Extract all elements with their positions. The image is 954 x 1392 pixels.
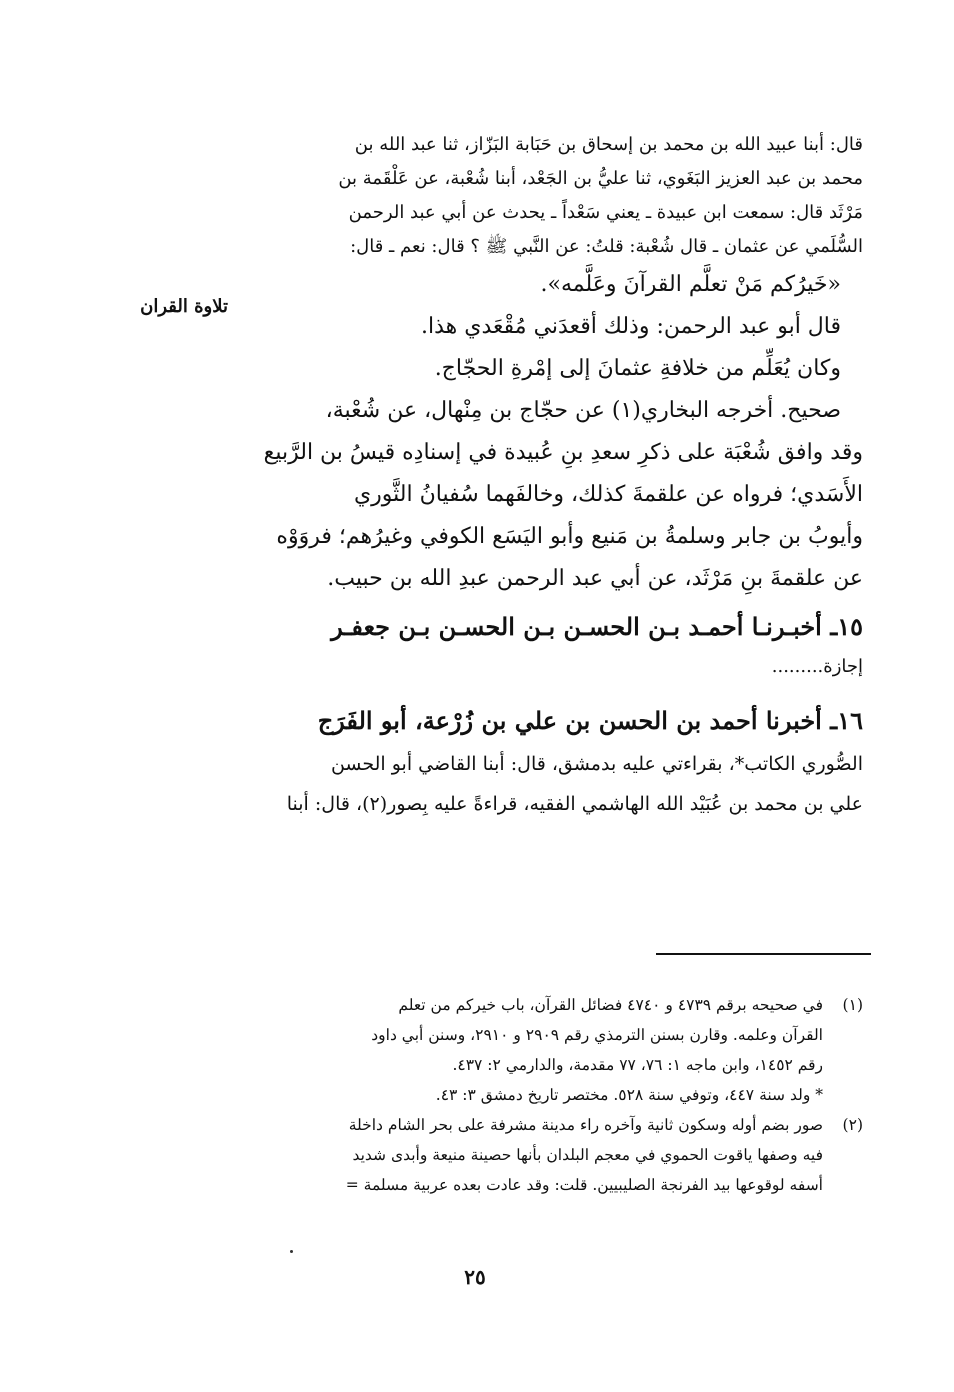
stray-mark (290, 1250, 293, 1253)
footnote-text: صور بضم أوله وسكون ثانية وآخره راء مدينة مشرفة على بحر الشام داخلة (348, 1116, 823, 1134)
body-line: السُّلَمي عن عثمان ـ قال شُعْبة: قلتُ: عن النَّبي ﷺ ؟ قال: نعم ـ قال: (350, 236, 863, 257)
body-line: محمد بن عبد العزيز البَغَوي، ثنا عليُّ بن الجَعْد، أبنا شُعْبة، عن عَلْقَمة بن (338, 168, 863, 189)
footnote-separator (656, 953, 871, 955)
body-line: وكان يُعَلِّم من خلافةِ عثمانَ إلى إمْرةِ الحجّاج. (434, 356, 841, 381)
footnote-text: في صحيحه برقم ٤٧٣٩ و ٤٧٤٠ فضائل القرآن، باب خيركم من تعلم (398, 996, 823, 1014)
body-line: الأَسَدي؛ فرواه عن علقمةَ كذلك، وخالفَهما سُفيانُ الثَّوري (353, 482, 863, 507)
main-text (245, 128, 863, 824)
page-number: ٢٥ (464, 1265, 486, 1289)
body-line: قال: أبنا عبيد الله بن محمد بن إسحاق بن حَبَابة البَزّاز، ثنا عبد الله بن (354, 134, 863, 155)
entry-15-heading: ١٥ـ أخبـرنـا أحمـد بـن الحسـن بـن الحسـن بـن جعفـر (331, 612, 863, 641)
footnotes (245, 990, 863, 1200)
body-line: وأيوبُ بن جابر وسلمةُ بن مَنيع وأبو اليَسَع الكوفي وغيرُهم؛ فروَوْه (276, 524, 863, 549)
entry-15-continuation: إجازة......... (771, 656, 863, 677)
entry-16-line: علي بن محمد بن عُبَيْد الله الهاشمي الفقيه، قراءةً عليه بِصور(٢)، قال: أبنا (286, 793, 863, 815)
body-line: وقد وافق شُعْبَة على ذكرِ سعدِ بنِ عُبيدة في إسنادِه قيسُ بن الرَّبيع (263, 440, 863, 465)
footnote-number: (١) (842, 996, 863, 1014)
footnote-line: فيه وصفها ياقوت الحموي في معجم البلدان بأنها حصينة منيعة وأبدى شديد (352, 1146, 823, 1164)
body-line: عن علقمةَ بنِ مَرْثَد، عن أبي عبد الرحمن عبدِ الله بن حبيب. (327, 566, 863, 591)
body-line: قال أبو عبد الرحمن: وذلك أقعدَني مُقْعَدي هذا. (421, 314, 841, 339)
entry-16-line: الصُّوري الكاتب*، بقراءتي عليه بدمشق، قال: أبنا القاضي أبو الحسن (330, 753, 863, 775)
margin-title: تلاوة القران (140, 296, 228, 317)
footnote-line: أسفه لوقوعها بيد الفرنجة الصليبيين. قلت: وقد عادت بعده عربية مسلمة = (345, 1176, 823, 1194)
hadith-text: «خَيرُكم مَنْ تعلَّم القرآنَ وعَلَّمه». (540, 272, 841, 297)
footnote-number: (٢) (842, 1116, 863, 1134)
footnote-line: * ولد سنة ٤٤٧، وتوفي سنة ٥٢٨. مختصر تاريخ دمشق ٣: ٤٣. (435, 1086, 823, 1104)
footnote-line: رقم ١٤٥٢، وابن ماجه ١: ٧٦، ٧٧ مقدمة، والدارمي ٢: ٤٣٧. (452, 1056, 823, 1074)
footnote-line: القرآن وعلمه. وقارن بسنن الترمذي رقم ٢٩٠٩ و ٢٩١٠، وسنن أبي داود (371, 1026, 823, 1044)
body-line: مَرْثَد قال: سمعت ابن عبيدة ـ يعني سَعْداً ـ يحدث عن أبي عبد الرحمن (348, 202, 863, 223)
footnote-line (245, 1110, 863, 1140)
body-line: صحيح. أخرجه البخاري(١) عن حجّاج بن مِنْهال، عن شُعْبة، (325, 398, 841, 423)
footnote-line (245, 990, 863, 1020)
entry-16-heading: ١٦ـ أخبرنا أحمد بن الحسن بن علي بن زُرْعة، أبو الفَرَج (317, 706, 863, 735)
